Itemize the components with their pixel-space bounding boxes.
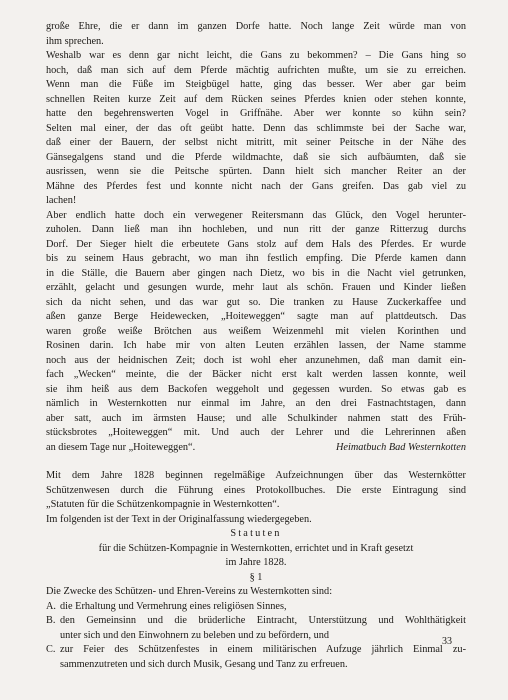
text-line: Gänsegalgens stand und die Pferde wildmachte, daß sie sich aufbäumten, daß sie [46,151,466,163]
text-line: fach „Wecken“ meinte, die der Bäcker nicht erst kalt werden lassen konnte, weil [46,369,466,380]
text-line: in die Ställe, die Bauern aber gingen nach Dietz, wo bis in die Nacht viel getrunken, [46,267,466,279]
text-line: Dorf. Der Sieger hielt die erbeutete Gans stolz auf dem Hals des Pferdes. Er wurde [46,238,466,250]
text-line: aber satt, auch im ärmsten Hause; und alle Schulkinder nahmen statt des Früh- [46,412,466,424]
text-line: aßen ganze Berge Heidewecken, „Hoiteweggen“ sagte man auf plattdeutsch. Das [46,311,466,322]
statute-subtitle: für die Schützen-Kompagnie in Westernkotten, errichtet und in Kraft gesetzt [98,542,414,554]
clause-continuation: unter sich und den Einwohnern zu beleben und zu befördern, und [60,629,330,641]
text-line: lachen! [46,195,77,206]
text-line: Rosinen darin. Ich habe mir von alten Leuten erzählen lassen, der Name stamme [46,340,466,351]
closing-line [46,441,466,456]
text-line: Schützenwesen durch die Führung eines Protokollbuches. Die erste Eintragung sind [46,484,466,496]
clause-text: den Gemeinsinn und die brüderliche Eintracht, Unterstützung und Wohlthätigkeit [60,615,466,626]
text-line: Selten mal einer, der das oft geübt hatte. Denn das schlimmste bei der Sache war, [46,122,466,134]
text-line: „Statuten für die Schützenkompagnie in Westernkotten“. [46,499,280,510]
clause-intro: Die Zwecke des Schützen- und Ehren-Vereins zu Westernkotten sind: [46,586,333,597]
text-line: Im folgenden ist der Text in der Originalfassung wiedergegeben. [46,513,312,525]
text-line: Wenn man die Füße im Steigbügel hatte, ging das besser. Wer aber gar beim [46,79,466,90]
clause-text: zur Feier des Schützenfestes in einem militärischen Aufzuge jährlich Einmal zu- [60,644,466,655]
text-line: noch aus der heidnischen Zeit; doch ist wohl eher anzunehmen, daß man damit ein- [46,354,466,366]
text-line: stücksbrotes „Hoiteweggen“ mit. Und auch der Lehrer und die Lehrerinnen aßen [46,427,466,438]
text-line: hoch, daß man sich auf dem Pferde mächtig aufrichten mußte, um sie zu erreichen. [46,64,466,76]
clause-marker: B. [46,615,56,626]
clause-item [46,643,466,658]
text-line: schnellen Reiten kurze Zeit auf dem Rücken seines Pferdes knien oder stehen konnte, [46,93,466,105]
text-line: Weshalb war es denn gar nicht leicht, die Gans zu bekommen? – Die Gans hing so [46,50,466,61]
paragraph-mark: § 1 [249,571,263,583]
text-line: an diesem Tage nur „Hoiteweggen“. [46,441,196,453]
statute-heading: Statuten [230,528,282,539]
text-line: ihm sprechen. [46,35,104,47]
text-line: bis zu seinem Haus gebracht, wo man ihn festlich empfing. Die Pferde kamen dann [46,253,466,264]
clause-marker: C. [46,644,56,655]
clause-item [46,600,466,615]
page-number: 33 [442,636,452,647]
text-line: sie ihm heiß aus dem Backofen weggeholt und gegessen wurden. So etwas gab es [46,383,466,395]
text-line: ausrissen, wenn sie die Peitsche spürten. Dann hielt sich mancher Reiter an der [46,166,466,177]
narrative-text [46,20,466,455]
text-line: erzählt, gelacht und gesungen wurde, mehr laut als schön. Frauen und Kinder ließen [46,282,466,293]
text-line: zuholen. Dann ließ man ihn hochleben, und nun ritt der ganze Ritterzug durchs [46,224,466,235]
page-body [46,20,466,672]
statute-year: im Jahre 1828. [225,557,287,568]
text-line: Mähne des Pferdes fest und konnte nicht nach der Gans greifen. Das gab viel zu [46,180,466,192]
text-line: große Ehre, die er dann im ganzen Dorfe hatte. Noch lange Zeit würde man von [46,21,466,32]
clause-item [46,614,466,629]
text-line: sich da nicht sehen, und das war gut so. Die tranken zu Hause Zuckerkaffee und [46,296,466,308]
clause-list [46,600,466,673]
text-line: hatte den begehrenswerten Vogel in Griffnähe. Aber wer konnte so kühn sein? [46,108,466,119]
source-citation: Heimatbuch Bad Westernkotten [335,441,466,453]
text-line: nämlich in Westernkotten nur einmal im Jahre, an den drei Fastnachtstagen, dann [46,398,466,409]
clause-continuation: sammenzutreten und sich durch Musik, Gesang und Tanz zu erfreuen. [60,658,348,670]
clause-marker: A. [46,600,57,612]
intro-text [46,469,466,527]
text-line: Aber endlich hatte doch ein verwegener Reitersmann das Glück, den Vogel herunter- [46,209,466,221]
text-line: waren große weiße Brötchen aus weißem Weizenmehl mit vielen Korinthen und [46,325,466,337]
clause-text: die Erhaltung und Vermehrung eines religiösen Sinnes, [60,600,287,612]
text-line: Mit dem Jahre 1828 beginnen regelmäßige Aufzeichnungen über das Westernkötter [46,470,466,481]
text-line: daß einer der Bauern, der selbst nicht mitritt, mit seiner Peitsche in der Nähe des [46,137,466,148]
